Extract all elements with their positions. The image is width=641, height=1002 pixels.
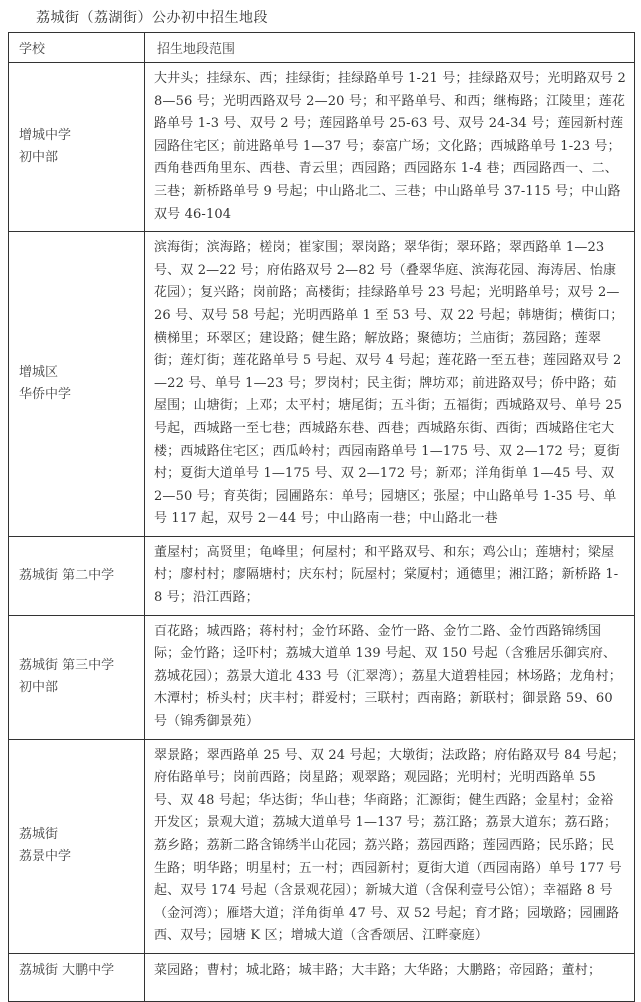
table-row <box>9 953 635 1001</box>
school-name-line2: 华侨中学 <box>19 387 72 403</box>
enrollment-table <box>8 32 635 1002</box>
table-row <box>9 536 635 615</box>
table-row <box>9 232 635 537</box>
table-row <box>9 615 635 739</box>
school-name-line1: 增城区 <box>19 365 59 381</box>
school-name-line1: 荔城街 第三中学 <box>19 658 115 674</box>
area-cell: 翠景路；翠西路单 25 号、双 24 号起；大墩街；法政路；府佑路双号 84 号起；府佑路单号；岗前西路；岗星路；观翠路；观园路；光明村；光明西路单 55 号、双 48 号起；华达街；华山巷；华商路；汇源街；健生西路；金星村；金裕开发区；景观大道；荔城大道单号 1—137 号；荔江路；荔景大道东；荔石路；荔乡路；荔新二路含锦绣半山花园；荔兴路；荔园西路；莲园西路；民乐路；民生路；明华路；明星村；五一村；西园新村；夏街大道（西园南路）单号 177 号起、双号 174 号起（含景观花园）；新城大道（含保利壹号公馆）；幸福路 8 号（金河湾）；雁塔大道；洋角街单 47 号、双 52 号起；育才路；园墩路；园圃路西、双号；园塘 K 区；增城大道（含香颂居、江畔豪庭） <box>145 739 635 953</box>
table-row <box>9 63 635 232</box>
school-name-line2: 初中部 <box>19 150 59 166</box>
school-name-line1: 荔城街 大鹏中学 <box>19 962 115 978</box>
table-header-row <box>9 33 635 63</box>
school-cell <box>9 615 145 739</box>
area-cell: 大井头；挂绿东、西；挂绿街；挂绿路单号 1-21 号；挂绿路双号；光明路双号 28—56 号；光明西路双号 2—20 号；和平路单号、和西；继梅路；江陵里；莲花路单号 1-3 号、双号 2 号；莲园路单号 25-63 号、双号 24-34 号；莲园新村莲园路住宅区；前进路单号 1—37 号；泰富广场；文化路；西城路单号 1-23 号；西角巷西角里东、西巷、青云里；西园路；西园路东 1-4 巷；西园路西一、二、三巷；新桥路单号 9 号起；中山路北二、三巷；中山路单号 37-115 号；中山路双号 46-104 <box>145 63 635 232</box>
school-cell <box>9 232 145 537</box>
header-school: 学校 <box>9 33 145 63</box>
school-cell <box>9 953 145 1001</box>
document-title: 荔城街（荔湖街）公办初中招生地段 <box>36 10 268 26</box>
table-row <box>9 739 635 953</box>
area-cell: 百花路；城西路；蒋村村；金竹环路、金竹一路、金竹二路、金竹西路锦绣国际；金竹路；迳吓村；荔城大道单 139 号起、双 150 号起（含雅居乐御宾府、荔城花园）；荔景大道北 433 号（汇翠湾）；荔星大道碧桂园；林场路；龙角村；木潭村；桥头村；庆丰村；群爱村；三联村；西南路；新联村；御景路 59、60 号（锦秀御景苑） <box>145 615 635 739</box>
header-area: 招生地段范围 <box>145 33 635 63</box>
school-name-line1: 增城中学 <box>19 128 72 144</box>
school-name-line2: 初中部 <box>19 680 59 696</box>
school-name-line1: 荔城街 <box>19 827 59 843</box>
area-cell: 董屋村；高贤里；龟峰里；何屋村；和平路双号、和东；鸡公山；莲塘村；梁屋村；廖村村；廖隔塘村；庆东村；阮屋村；棠厦村；通德里；湘江路；新桥路 1-8 号；沿江西路； <box>145 536 635 615</box>
area-cell: 滨海街；滨海路；槎岗；崔家围；翠岗路；翠华街；翠环路；翠西路单 1—23 号、双 2—22 号；府佑路双号 2—82 号（叠翠华庭、滨海花园、海涛居、怡康花园）；复兴路；岗前路；高楼街；挂绿路单号 23 号起；光明路单号；双号 2—26 号、双号 58 号起；光明西路单 1 至 53 号、双 22 号起；韩塘街；横街口；横梯里；环翠区；建设路；健生路；解放路；聚德坊；兰庙街；荔园路；莲翠街；莲灯街；莲花路单号 5 号起、双号 4 号起；莲花路一至五巷；莲园路双号 2—22 号、单号 1—23 号；罗岗村；民主街；牌坊邓；前进路双号；侨中路；茹屋围；山塘街；上邓；太平村；塘尾街；五斗街；五福街；西城路双号、单号 25 号起，西城路一至七巷；西城路东巷、西巷；西城路东街、西街；西城路住宅大楼；西城路住宅区；西瓜岭村；西园南路单号 1—175 号、双 2—172 号；夏街村；夏街大道单号 1—175 号、双 2—172 号；新邓；洋角街单 1—45 号、双 2—50 号；育英街；园圃路东：单号；园塘区；张屋；中山路单号 1-35 号、单号 117 起，双号 2－44 号；中山路南一巷；中山路北一巷 <box>145 232 635 537</box>
school-cell <box>9 63 145 232</box>
school-name-line1: 荔城街 第二中学 <box>19 567 115 583</box>
area-cell: 菜园路；曹村；城北路；城丰路；大丰路；大华路；大鹏路；帝园路；董村； <box>145 953 635 1001</box>
school-cell <box>9 536 145 615</box>
school-name-line2: 荔景中学 <box>19 849 72 865</box>
school-cell <box>9 739 145 953</box>
